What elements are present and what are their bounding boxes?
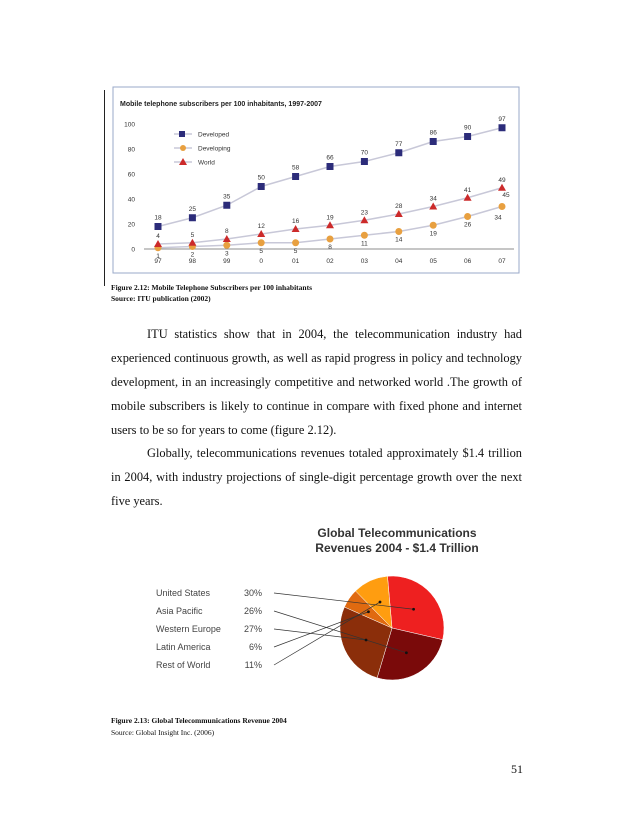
data-point-developed: [258, 183, 265, 190]
data-label: 1: [156, 252, 160, 260]
data-label: 34: [429, 195, 437, 203]
data-label: 77: [395, 140, 403, 148]
data-label: 5: [190, 231, 195, 239]
data-label: 5: [293, 247, 298, 255]
pie-legend-value: 30%: [243, 588, 262, 598]
y-tick-label: 60: [127, 171, 135, 179]
pie-title-line2: Revenues 2004 - $1.4 Trillion: [315, 541, 479, 555]
data-label: 58: [291, 164, 300, 172]
x-tick-label: 04: [395, 258, 403, 265]
page-number: 51: [511, 762, 523, 776]
data-point-developing: [464, 213, 471, 220]
figure-2-12-source: Source: ITU publication (2002): [111, 294, 211, 303]
pie-leader-dot: [365, 639, 368, 642]
data-point-developing: [223, 242, 230, 249]
y-tick-label: 80: [127, 146, 135, 154]
figure-2-13-caption: Figure 2.13: Global Telecommunications Revenue 2004: [111, 716, 287, 725]
data-point-developed: [499, 124, 506, 131]
x-tick-label: 0: [259, 258, 264, 265]
pie-legend-label: Western Europe: [156, 624, 221, 634]
data-label: 49: [498, 176, 506, 184]
data-point-developing: [395, 228, 402, 235]
paragraph-itu-statistics: ITU statistics show that in 2004, the telecommunication industry had experienced continuous growth, as well as rapid progress in policy and technology development, in an increasingly competitive and networked world .The growth of mobile subscribers is likely to continue in compare with fixed phone and internet users to be so for years to come (figure 2.12).: [111, 327, 522, 437]
legend-label: Developing: [198, 145, 231, 153]
pie-legend-label: Asia Pacific: [156, 606, 203, 616]
data-label: 5: [259, 247, 264, 255]
x-tick-label: 02: [326, 258, 334, 265]
chart-frame: [113, 87, 519, 273]
pie-title-line1: Global Telecommunications: [317, 526, 477, 540]
data-label: 18: [154, 214, 162, 222]
page-margin-bar: [104, 90, 105, 286]
pie-leader-dot: [367, 610, 370, 613]
data-label: 97: [498, 115, 506, 123]
data-label: 8: [224, 228, 229, 235]
pie-leader-dot: [405, 651, 408, 654]
x-tick-label: 06: [463, 258, 472, 265]
data-label: 35: [223, 193, 231, 201]
data-point-developed: [395, 149, 402, 156]
y-tick-label: 20: [127, 221, 135, 229]
legend-marker-developing: [180, 145, 186, 151]
data-label: 3: [224, 250, 229, 258]
data-label: 16: [291, 218, 300, 225]
pie-legend-value: 11%: [244, 660, 262, 670]
data-point-developed: [430, 138, 437, 145]
data-label: 14: [395, 236, 403, 244]
data-label: 41: [463, 186, 472, 194]
data-label: 26: [463, 221, 472, 229]
data-label: 28: [395, 203, 403, 210]
pie-legend-label: Rest of World: [156, 660, 211, 670]
pie-legend-label: Latin America: [156, 642, 211, 652]
legend-label: World: [198, 159, 215, 167]
data-point-developed: [155, 223, 162, 230]
data-label: 34: [494, 214, 502, 222]
data-point-developing: [361, 232, 368, 239]
x-tick-label: 03: [360, 258, 369, 265]
data-point-developed: [361, 158, 368, 165]
data-point-developing: [292, 239, 299, 246]
data-label: 45: [502, 191, 510, 199]
data-label: 50: [257, 174, 265, 182]
subscribers-line-chart: [112, 86, 520, 274]
x-tick-label: 01: [291, 258, 300, 265]
data-point-developing: [327, 236, 334, 243]
revenue-pie-chart: [140, 516, 520, 708]
legend-marker-developed: [179, 131, 185, 137]
data-point-developed: [464, 133, 471, 140]
x-tick-label: 97: [154, 258, 162, 265]
data-point-developed: [223, 202, 230, 209]
data-label: 23: [360, 209, 369, 217]
x-tick-label: 07: [498, 258, 506, 265]
x-tick-label: 98: [188, 258, 197, 265]
y-tick-label: 100: [124, 121, 135, 129]
data-point-developed: [189, 214, 196, 221]
y-tick-label: 0: [131, 246, 135, 254]
data-label: 19: [429, 230, 437, 238]
data-label: 70: [360, 149, 369, 157]
data-label: 90: [463, 124, 472, 132]
data-point-developed: [292, 173, 299, 180]
paragraph-global-revenues: Globally, telecommunications revenues totaled approximately $1.4 trillion in 2004, with industry projections of single-digit percentage growth over the next five years.: [111, 446, 522, 508]
y-tick-label: 40: [127, 196, 135, 204]
data-label: 2: [190, 251, 195, 259]
pie-legend-value: 27%: [243, 624, 262, 634]
x-tick-label: 05: [429, 258, 437, 265]
pie-legend-label: United States: [156, 588, 211, 598]
chart-title: Mobile telephone subscribers per 100 inhabitants, 1997-2007: [120, 101, 322, 108]
data-label: 12: [257, 223, 265, 230]
data-label: 66: [326, 154, 334, 162]
legend-label: Developed: [198, 131, 230, 139]
data-label: 4: [156, 233, 160, 240]
data-label: 25: [188, 205, 197, 213]
data-label: 8: [328, 244, 332, 251]
pie-leader-dot: [412, 608, 415, 611]
pie-legend-value: 6%: [248, 642, 262, 652]
data-label: 86: [429, 129, 437, 137]
data-label: 11: [361, 240, 368, 248]
data-point-developed: [327, 163, 334, 170]
data-label: 19: [326, 214, 334, 222]
figure-2-13-source: Source: Global Insight Inc. (2006): [111, 728, 215, 737]
pie-leader-dot: [379, 601, 382, 604]
data-point-developing: [430, 222, 437, 229]
data-point-developing: [258, 239, 265, 246]
x-tick-label: 99: [223, 258, 231, 265]
figure-2-12-caption: Figure 2.12: Mobile Telephone Subscribers per 100 inhabitants: [111, 283, 312, 292]
pie-legend-value: 26%: [243, 606, 262, 616]
data-point-developing: [499, 203, 506, 210]
